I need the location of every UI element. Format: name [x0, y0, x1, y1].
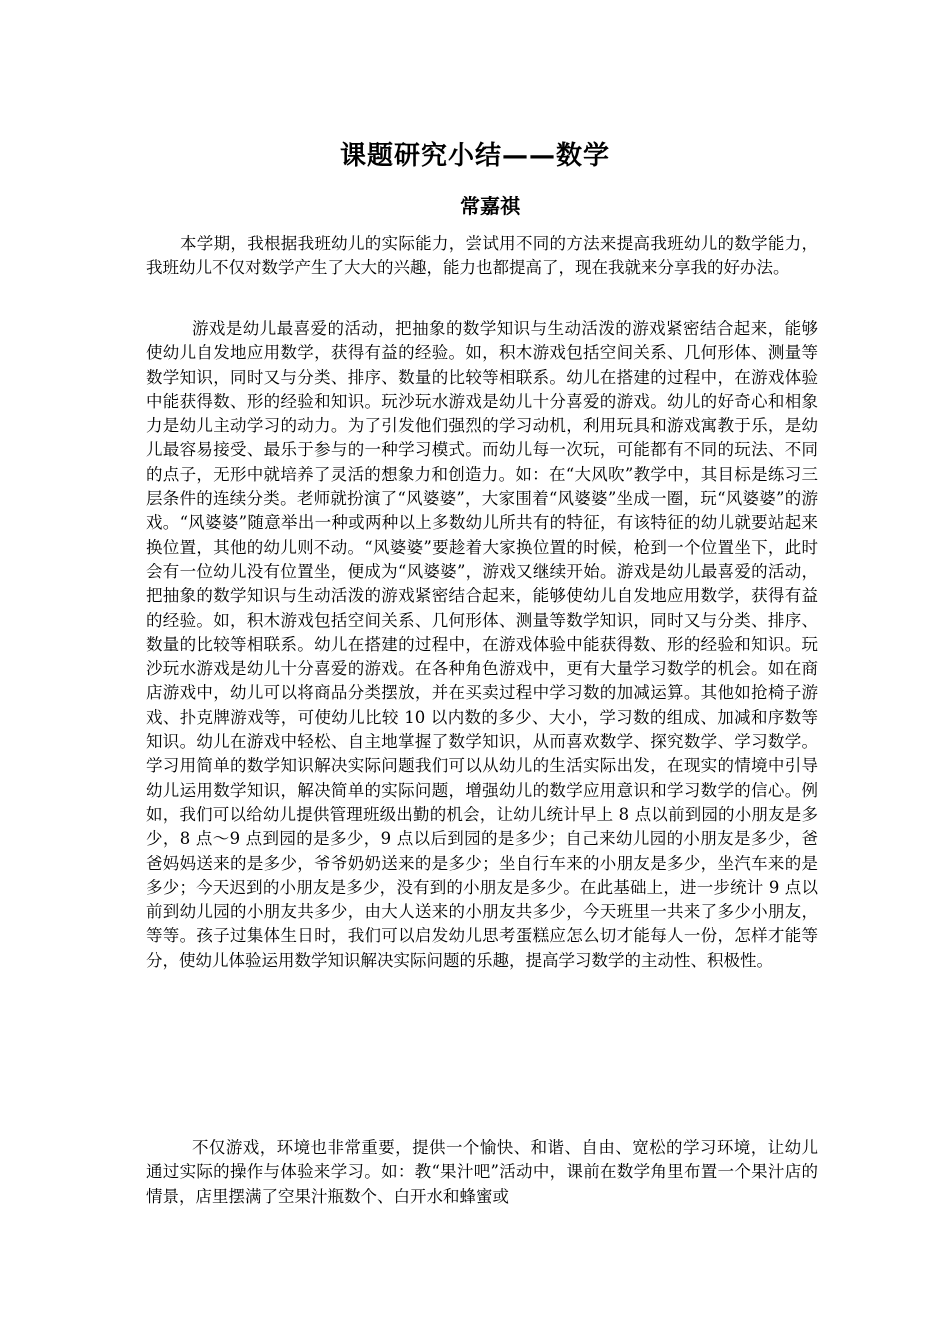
paragraph-intro: 本学期，我根据我班幼儿的实际能力，尝试用不同的方法来提高我班幼儿的数学能力，我班幼儿不仅对数学产生了大大的兴趣，能力也都提高了，现在我就来分享我的好办法。 [146, 234, 818, 278]
paragraph-games: 游戏是幼儿最喜爱的活动，把抽象的数学知识与生动活泼的游戏紧密结合起来，能够使幼儿自发地应用数学，获得有益的经验。如，积木游戏包括空间关系、几何形体、测量等数学知识，同时又与分类、排序、数量的比较等相联系。幼儿在搭建的过程中，在游戏体验中能获得数、形的经验和知识。玩沙玩水游戏是幼儿十分喜爱的游戏。幼儿的好奇心和相象力是幼儿主动学习的动力。为了引发他们强烈的学习动机，利用玩具和游戏寓教于乐，是幼儿最容易接受、最乐于参与的一种学习模式。而幼儿每一次玩，可能都有不同的玩法、不同的点子，无形中就培养了灵活的想象力和创造力。如：在“大风吹”教学中，其目标是练习三层条件的连续分类。老师就扮演了“风婆婆”，大家围着“风婆婆”坐成一圈，玩“风婆婆”的游戏。“风婆婆”随意举出一种或两种以上多数幼儿所共有的特征，有该特征的幼儿就要站起来换位置，其他的幼儿则不动。“风婆婆”要趁着大家换位置的时候，枪到一个位置坐下，此时会有一位幼儿没有位置坐，便成为“风婆婆”，游戏又继续开始。游戏是幼儿最喜爱的活动，把抽象的数学知识与生动活泼的游戏紧密结合起来，能够使幼儿自发地应用数学，获得有益的经验。如，积木游戏包括空间关系、几何形体、测量等数学知识，同时又与分类、排序、数量的比较等相联系。幼儿在搭建的过程中，在游戏体验中能获得数、形的经验和知识。玩沙玩水游戏是幼儿十分喜爱的游戏。在各种角色游戏中，更有大量学习数学的机会。如在商店游戏中，幼儿可以将商品分类摆放，并在买卖过程中学习数的加减运算。其他如抢椅子游戏、扑克牌游戏等，可使幼儿比较 10 以内数的多少、大小，学习数的组成、加减和序数等知识。幼儿在游戏中轻松、自主地掌握了数学知识，从而喜欢数学、探究数学、学习数学。学习用简单的数学知识解决实际问题我们可以从幼儿的生活实际出发，在现实的情境中引导幼儿运用数学知识，解决简单的实际问题，增强幼儿的数学应用意识和学习数学的信心。例如，我们可以给幼儿提供管理班级出勤的机会，让幼儿统计早上 8 点以前到园的小朋友是多少，8 点～9 点到园的是多少，9 点以后到园的是多少；自己来幼儿园的小朋友是多少，爸爸妈妈送来的是多少，爷爷奶奶送来的是多少；坐自行车来的小朋友是多少，坐汽车来的是多少；今天迟到的小朋友是多少，没有到的小朋友是多少。在此基础上，进一步统计 9 点以前到幼儿园的小朋友共多少，由大人送来的小朋友共多少，今天班里一共来了多少小朋友，等等。孩子过集体生日时，我们可以启发幼儿思考蛋糕应怎么切才能每人一份，怎样才能等分，使幼儿体验运用数学知识解决实际问题的乐趣，提高学习数学的主动性、积极性。 [146, 319, 818, 970]
paragraph-environment: 不仅游戏，环境也非常重要，提供一个愉快、和谐、自由、宽松的学习环境，让幼儿通过实际的操作与体验来学习。如：教“果汁吧”活动中，课前在数学角里布置一个果汁店的情景，店里摆满了空果汁瓶数个、白开水和蜂蜜或 [146, 1138, 818, 1206]
author-name: 常嘉祺 [460, 194, 520, 218]
document-title: 课题研究小结——数学 [339, 141, 610, 171]
